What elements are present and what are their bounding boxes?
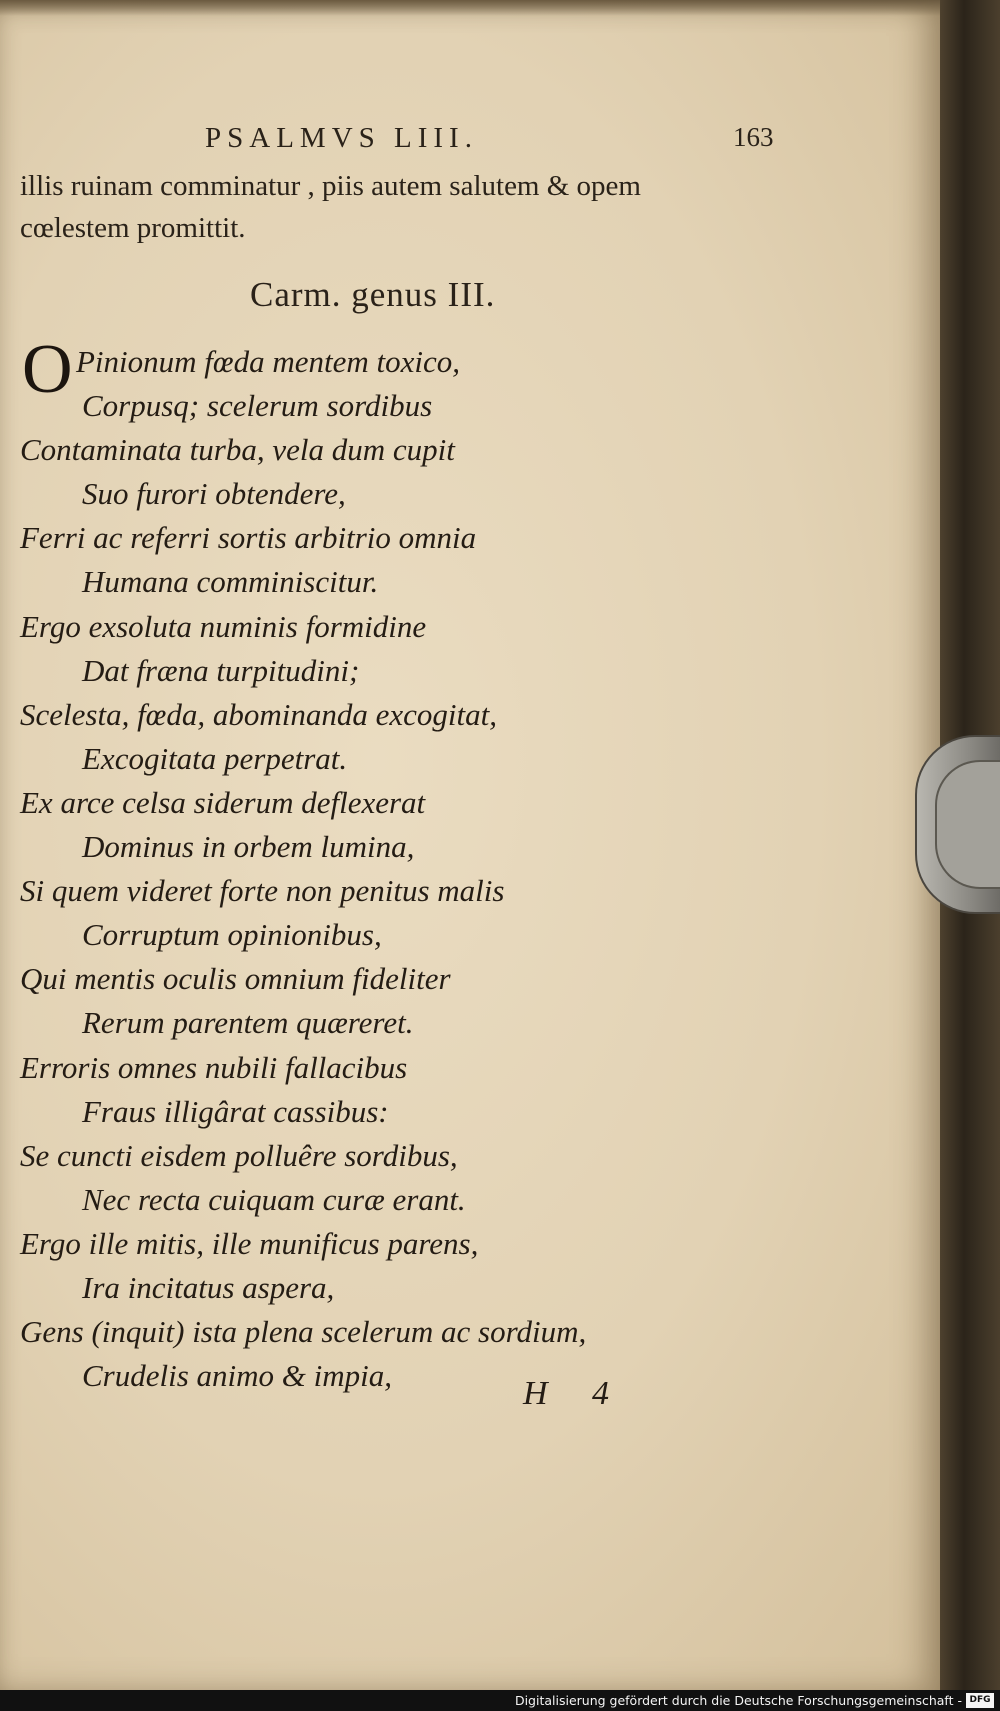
poem-line: Crudelis animo & impia,	[82, 1358, 393, 1394]
drop-cap: O	[22, 331, 73, 408]
dfg-logo: DFG	[966, 1693, 994, 1708]
digitization-credit: Digitalisierung gefördert durch die Deutsche Forschungsgemeinschaft -	[514, 1693, 962, 1708]
section-heading: Carm. genus III.	[250, 275, 496, 314]
poem-line: Ferri ac referri sortis arbitrio omnia	[20, 520, 477, 556]
poem-line: Scelesta, fœda, abominanda excogitat,	[20, 696, 497, 732]
poem-line: Ira incitatus aspera,	[82, 1269, 335, 1305]
poem-line: Nec recta cuiquam curæ erant.	[82, 1181, 466, 1217]
poem-line: Corruptum opinionibus,	[82, 917, 382, 953]
poem-line: Excogitata perpetrat.	[82, 740, 348, 776]
prose-line: cœlestem promittit.	[20, 212, 246, 244]
poem-line: Ex arce celsa siderum deflexerat	[20, 784, 426, 820]
poem-line: Ergo exsoluta numinis formidine	[20, 608, 427, 644]
poem-line: Si quem videret forte non penitus malis	[20, 873, 505, 909]
footer-band	[0, 1690, 1000, 1711]
poem-line: Fraus illigârat cassibus:	[82, 1093, 389, 1129]
page-number: 163	[733, 122, 774, 152]
poem-line: Ergo ille mitis, ille munificus parens,	[20, 1225, 479, 1261]
poem-line: Corpusq; scelerum sordibus	[82, 388, 433, 424]
poem-line: Gens (inquit) ista plena scelerum ac sordium,	[20, 1314, 587, 1350]
poem-line: Suo furori obtendere,	[82, 476, 346, 512]
poem	[20, 340, 800, 1398]
poem-line: Dominus in orbem lumina,	[82, 829, 415, 865]
poem-line: Humana comminiscitur.	[82, 564, 379, 600]
prose-line: illis ruinam comminatur , piis autem salutem & opem	[20, 170, 641, 202]
poem-line: Rerum parentem quæreret.	[82, 1005, 414, 1041]
poem-line: Se cuncti eisdem polluêre sordibus,	[20, 1137, 458, 1173]
poem-line: Qui mentis oculis omnium fideliter	[20, 961, 451, 997]
running-head-title: PSALMVS LIII.	[205, 122, 478, 154]
poem-line: Dat fræna turpitudini;	[82, 652, 360, 688]
signature-mark: H 4	[523, 1375, 628, 1412]
poem-line: Erroris omnes nubili fallacibus	[20, 1049, 408, 1085]
poem-line: Pinionum fœda mentem toxico,	[76, 344, 460, 379]
page-clip-inner	[935, 760, 1000, 889]
prose-block	[20, 165, 790, 249]
poem-line: Contaminata turba, vela dum cupit	[20, 432, 455, 468]
running-head	[0, 122, 940, 162]
